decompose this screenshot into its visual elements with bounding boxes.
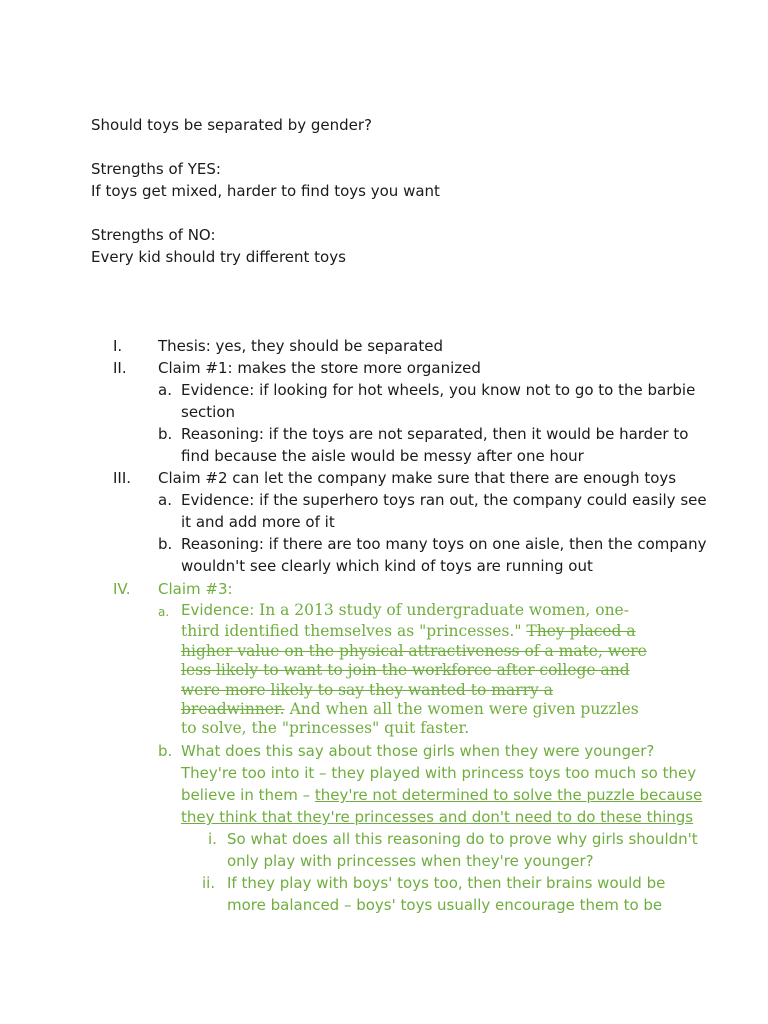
claim-2-reasoning-line2: wouldn't see clearly which kind of toys are running out xyxy=(181,557,593,575)
claim-2-b-marker: b. xyxy=(158,535,173,553)
sub-i-line1: So what does all this reasoning do to prove why girls shouldn't xyxy=(227,830,698,848)
evidence-struck-line2: They placed a xyxy=(526,622,636,640)
claim-1-evidence-line2: section xyxy=(181,403,236,421)
sub-ii-line1: If they play with boys' toys too, then their brains would be xyxy=(227,874,666,892)
evidence-label: Evidence: xyxy=(181,601,260,619)
reasoning-underlined-line4: they think that they're princesses and don't need to do these things xyxy=(181,808,694,826)
evidence-quote-line6: And when all the women were given puzzles xyxy=(284,700,639,718)
claim-3-b-marker: b. xyxy=(158,742,173,760)
evidence-struck-line4: less likely to want to join the workforce after college and xyxy=(181,661,630,679)
claim-3-a-marker: a. xyxy=(158,605,170,619)
sub-ii-marker: ii. xyxy=(202,874,216,892)
evidence-struck-line3: higher value on the physical attractiveness of a mate, were xyxy=(181,642,647,660)
claim-2-evidence-line2: it and add more of it xyxy=(181,513,335,531)
claim-3-reasoning-line1: What does this say about those girls when they were younger? xyxy=(181,742,655,760)
claim-1-evidence-line1: Evidence: if looking for hot wheels, you know not to go to the barbie xyxy=(181,381,696,399)
claim-3-evidence-line6 xyxy=(181,699,639,719)
outline-marker-iii: III. xyxy=(113,469,132,487)
claim-3-reasoning-line2: They're too into it – they played with princess toys too much so they xyxy=(181,764,697,782)
reasoning-plain-line3: believe in them – xyxy=(181,786,315,804)
claim-1-b-marker: b. xyxy=(158,425,173,443)
sub-i-marker: i. xyxy=(208,830,217,848)
claim-3-reasoning-line3 xyxy=(181,784,702,806)
claim-1-text: Claim #1: makes the store more organized xyxy=(158,359,481,377)
sub-i-line2: only play with princesses when they're younger? xyxy=(227,852,594,870)
evidence-quote-line1: In a 2013 study of undergraduate women, one- xyxy=(259,601,629,619)
claim-1-reasoning-line1: Reasoning: if the toys are not separated, then it would be harder to xyxy=(181,425,689,443)
outline-marker-iv: IV. xyxy=(113,580,131,598)
evidence-struck-line5: were more likely to say they wanted to marry a xyxy=(181,681,553,699)
no-point: Every kid should try different toys xyxy=(91,248,346,266)
evidence-quote-line2: third identified themselves as "princesses." xyxy=(181,622,527,640)
claim-1-a-marker: a. xyxy=(158,381,172,399)
claim-3-text: Claim #3: xyxy=(158,580,233,598)
evidence-struck-line6: breadwinner. xyxy=(181,700,285,718)
question-title: Should toys be separated by gender? xyxy=(91,116,373,134)
thesis-text: Thesis: yes, they should be separated xyxy=(158,337,443,355)
yes-point: If toys get mixed, harder to find toys you want xyxy=(91,182,440,200)
claim-3-evidence-line1 xyxy=(181,600,629,620)
claim-2-evidence-line1: Evidence: if the superhero toys ran out, the company could easily see xyxy=(181,491,707,509)
sub-ii-line2: more balanced – boys' toys usually encourage them to be xyxy=(227,896,663,914)
no-heading: Strengths of NO: xyxy=(91,226,216,244)
outline-marker-ii: II. xyxy=(113,359,127,377)
yes-heading: Strengths of YES: xyxy=(91,160,221,178)
outline-marker-i: I. xyxy=(113,337,123,355)
claim-2-reasoning-line1: Reasoning: if there are too many toys on one aisle, then the company xyxy=(181,535,707,553)
reasoning-underlined-line3: they're not determined to solve the puzzle because xyxy=(314,786,703,804)
claim-2-text: Claim #2 can let the company make sure that there are enough toys xyxy=(158,469,677,487)
claim-3-evidence-line2 xyxy=(181,621,636,641)
evidence-quote-line7: to solve, the "princesses" quit faster. xyxy=(181,719,470,737)
claim-1-reasoning-line2: find because the aisle would be messy after one hour xyxy=(181,447,584,465)
claim-2-a-marker: a. xyxy=(158,491,172,509)
